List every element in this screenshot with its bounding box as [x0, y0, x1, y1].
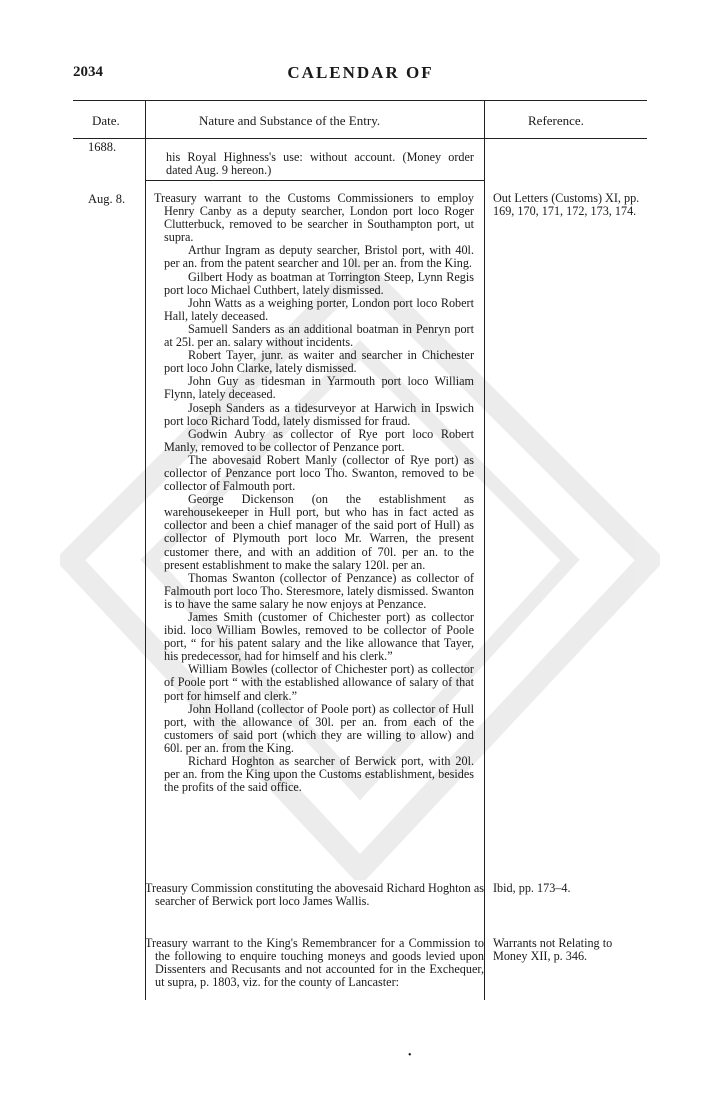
entry-item: James Smith (customer of Chichester port) as collector ibid. loco William Bowles, removed to be collector of Poole port, “ for his patent salary and the like allowance that Tayer, his predecessor, had for himself and his clerk.”	[164, 610, 474, 664]
entry-item: Robert Tayer, junr. as waiter and searcher in Chichester port loco John Clarke, lately dismissed.	[164, 348, 474, 376]
entry-item: John Watts as a weighing porter, London port loco Robert Hall, lately deceased.	[164, 295, 474, 323]
column-divider-right	[484, 100, 485, 1000]
column-header-date: Date.	[92, 113, 120, 128]
column-divider-left	[145, 100, 146, 1000]
entry-text: Treasury Commission constituting the abovesaid Richard Hoghton as searcher of Berwick port loco James Wallis.	[145, 881, 484, 909]
page-title: CALENDAR OF	[287, 63, 434, 82]
row-date: Aug. 8.	[88, 192, 126, 206]
entry-text: his Royal Highness's use: without account. (Money order dated Aug. 9 hereon.)	[166, 150, 474, 178]
entry-item: Arthur Ingram as deputy searcher, Bristol port, with 40l. per an. from the patent searcher and 10l. per an. from the King.	[164, 243, 474, 271]
column-header-reference: Reference.	[528, 113, 584, 128]
entry-reference: Out Letters (Customs) XI, pp. 169, 170, 171, 172, 173, 174.	[493, 191, 640, 219]
entry-item: John Holland (collector of Poole port) as collector of Hull port, with the allowance of 30l. per an. from each of the customers of said port (which they are willing to allow) and 60l. per an. from the King.	[164, 701, 474, 755]
entry-item: George Dickenson (on the establishment as warehousekeeper in Hull port, but who has in fact acted as collector and been a chief manager of the said port of Hull) as collector of Plymouth port loco Mr. Warren, the present customer there, and with an addition of 70l. per an. to the present establishment to make the salary 120l. per an.	[164, 492, 474, 572]
table-top-rule	[73, 100, 647, 101]
page-number: 2034	[73, 64, 103, 80]
entry-item: Godwin Aubry as collector of Rye port loco Robert Manly, removed to be collector of Penzance port.	[164, 426, 474, 454]
entry-lead: Treasury warrant to the Customs Commissioners to employ Henry Canby as a deputy searcher, London port loco Roger Clutterbuck, removed to be searcher in Southampton port, ut supra.	[154, 191, 474, 245]
entry-reference: Ibid, pp. 173–4.	[493, 881, 571, 895]
entry-item: The abovesaid Robert Manly (collector of Rye port) as collector of Penzance port loco Tho. Swanton, removed to be collector of Falmouth port.	[164, 452, 474, 494]
entry-item: Samuell Sanders as an additional boatman in Penryn port at 25l. per an. salary without incidents.	[164, 321, 474, 350]
entry-item: Joseph Sanders as a tidesurveyor at Harwich in Ipswich port loco Richard Todd, lately dismissed for fraud.	[164, 400, 474, 428]
entry-item: Thomas Swanton (collector of Penzance) as collector of Falmouth port loco Tho. Steresmore, lately dismissed. Swanton is to have the same salary he now enjoys at Penzance.	[164, 570, 474, 611]
table-header-rule	[73, 138, 647, 139]
entry-item: John Guy as tidesman in Yarmouth port loco William Flynn, lately deceased.	[164, 374, 474, 402]
entry-item: Gilbert Hody as boatman at Torrington Steep, Lynn Regis port loco Michael Cuthbert, lately dismissed.	[164, 269, 474, 297]
entry-item: Richard Hoghton as searcher of Berwick port, with 20l. per an. from the King upon the Customs establishment, besides the profits of the said office.	[164, 754, 474, 795]
entry-block	[154, 192, 474, 794]
entry-reference: Warrants not Relating to Money XII, p. 346.	[493, 936, 613, 964]
footer-mark: •	[408, 1050, 412, 1061]
entry-item: William Bowles (collector of Chichester port) as collector of Poole port “ with the established allowance of salary of that port for himself and clerk.”	[164, 662, 474, 703]
entry-text: Treasury warrant to the King's Remembrancer for a Commission to the following to enquire touching moneys and goods levied upon Dissenters and Recusants and not accounted for in the Exchequer, ut supra, p. 1803, viz. for the county of Lancaster:	[145, 936, 484, 990]
row-divider	[146, 180, 484, 181]
entry-items	[154, 244, 474, 794]
column-header-nature: Nature and Substance of the Entry.	[199, 113, 381, 128]
row-date: 1688.	[88, 140, 117, 154]
